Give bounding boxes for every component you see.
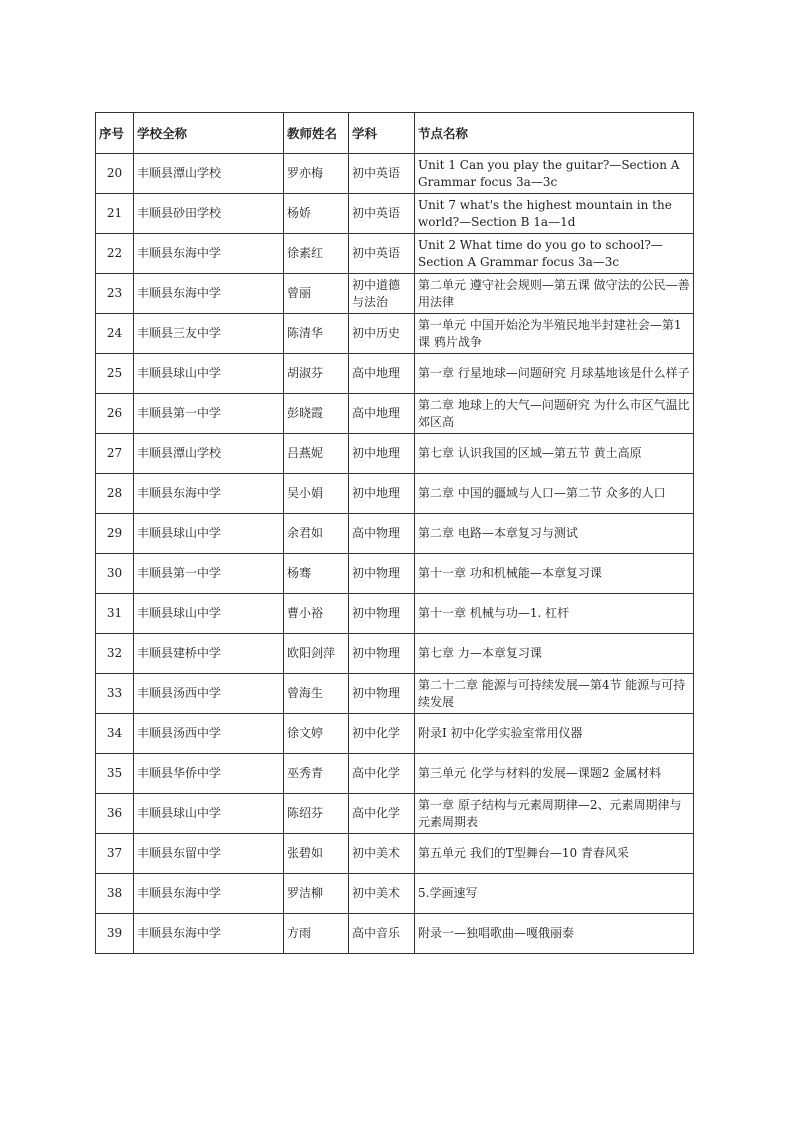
cell-node: 第一章 行星地球—问题研究 月球基地该是什么样子 bbox=[415, 354, 694, 394]
cell-serial: 28 bbox=[96, 474, 134, 514]
cell-teacher: 巫秀青 bbox=[284, 754, 349, 794]
cell-subject: 初中历史 bbox=[349, 314, 415, 354]
cell-node: 第三单元 化学与材料的发展—课题2 金属材料 bbox=[415, 754, 694, 794]
cell-serial: 36 bbox=[96, 794, 134, 834]
cell-subject: 初中物理 bbox=[349, 674, 415, 714]
table-row bbox=[96, 714, 694, 754]
cell-school: 丰顺县三友中学 bbox=[134, 314, 284, 354]
cell-serial: 31 bbox=[96, 594, 134, 634]
cell-subject: 初中物理 bbox=[349, 594, 415, 634]
cell-subject: 初中地理 bbox=[349, 434, 415, 474]
table-row bbox=[96, 434, 694, 474]
table-row bbox=[96, 474, 694, 514]
cell-school: 丰顺县潭山学校 bbox=[134, 154, 284, 194]
cell-node: 第七章 力—本章复习课 bbox=[415, 634, 694, 674]
table-row bbox=[96, 594, 694, 634]
cell-subject: 初中地理 bbox=[349, 474, 415, 514]
header-node: 节点名称 bbox=[415, 113, 694, 154]
cell-school: 丰顺县球山中学 bbox=[134, 514, 284, 554]
cell-node: Unit 1 Can you play the guitar?—Section A Grammar focus 3a—3c bbox=[415, 154, 694, 194]
cell-node: Unit 7 what's the highest mountain in the world?—Section B 1a—1d bbox=[415, 194, 694, 234]
cell-serial: 26 bbox=[96, 394, 134, 434]
cell-serial: 33 bbox=[96, 674, 134, 714]
cell-teacher: 杨骞 bbox=[284, 554, 349, 594]
cell-teacher: 彭晓霞 bbox=[284, 394, 349, 434]
cell-subject: 初中道德与法治 bbox=[349, 274, 415, 314]
cell-serial: 37 bbox=[96, 834, 134, 874]
header-teacher: 教师姓名 bbox=[284, 113, 349, 154]
cell-serial: 39 bbox=[96, 914, 134, 954]
table-row bbox=[96, 674, 694, 714]
cell-subject: 初中美术 bbox=[349, 834, 415, 874]
table-row bbox=[96, 394, 694, 434]
cell-node: 第五单元 我们的T型舞台—10 青春风采 bbox=[415, 834, 694, 874]
cell-serial: 24 bbox=[96, 314, 134, 354]
cell-teacher: 吕燕妮 bbox=[284, 434, 349, 474]
cell-school: 丰顺县东留中学 bbox=[134, 834, 284, 874]
cell-school: 丰顺县球山中学 bbox=[134, 594, 284, 634]
cell-school: 丰顺县华侨中学 bbox=[134, 754, 284, 794]
cell-serial: 23 bbox=[96, 274, 134, 314]
cell-subject: 初中美术 bbox=[349, 874, 415, 914]
cell-teacher: 罗洁柳 bbox=[284, 874, 349, 914]
cell-teacher: 曾海生 bbox=[284, 674, 349, 714]
cell-node: 第二十二章 能源与可持续发展—第4节 能源与可持续发展 bbox=[415, 674, 694, 714]
cell-teacher: 曹小裕 bbox=[284, 594, 349, 634]
cell-school: 丰顺县建桥中学 bbox=[134, 634, 284, 674]
cell-teacher: 罗亦梅 bbox=[284, 154, 349, 194]
cell-school: 丰顺县球山中学 bbox=[134, 794, 284, 834]
cell-teacher: 陈清华 bbox=[284, 314, 349, 354]
cell-school: 丰顺县潭山学校 bbox=[134, 434, 284, 474]
cell-teacher: 徐文婷 bbox=[284, 714, 349, 754]
cell-school: 丰顺县第一中学 bbox=[134, 554, 284, 594]
cell-subject: 初中英语 bbox=[349, 234, 415, 274]
cell-school: 丰顺县砂田学校 bbox=[134, 194, 284, 234]
header-serial: 序号 bbox=[96, 113, 134, 154]
cell-teacher: 欧阳剑萍 bbox=[284, 634, 349, 674]
cell-subject: 高中化学 bbox=[349, 754, 415, 794]
table-row bbox=[96, 354, 694, 394]
cell-node: 第二单元 遵守社会规则—第五课 做守法的公民—善用法律 bbox=[415, 274, 694, 314]
cell-teacher: 曾丽 bbox=[284, 274, 349, 314]
cell-school: 丰顺县汤西中学 bbox=[134, 674, 284, 714]
cell-school: 丰顺县汤西中学 bbox=[134, 714, 284, 754]
cell-teacher: 杨娇 bbox=[284, 194, 349, 234]
cell-serial: 21 bbox=[96, 194, 134, 234]
cell-node: 第七章 认识我国的区域—第五节 黄土高原 bbox=[415, 434, 694, 474]
cell-subject: 初中物理 bbox=[349, 554, 415, 594]
cell-teacher: 余君如 bbox=[284, 514, 349, 554]
cell-school: 丰顺县东海中学 bbox=[134, 874, 284, 914]
cell-subject: 高中地理 bbox=[349, 394, 415, 434]
cell-node: 第十一章 功和机械能—本章复习课 bbox=[415, 554, 694, 594]
cell-school: 丰顺县东海中学 bbox=[134, 234, 284, 274]
cell-serial: 30 bbox=[96, 554, 134, 594]
table-row bbox=[96, 634, 694, 674]
table-row bbox=[96, 234, 694, 274]
cell-node: 第二章 地球上的大气—问题研究 为什么市区气温比郊区高 bbox=[415, 394, 694, 434]
table-row bbox=[96, 914, 694, 954]
cell-node: 附录一—独唱歌曲—嘎俄丽泰 bbox=[415, 914, 694, 954]
table-row bbox=[96, 274, 694, 314]
cell-school: 丰顺县东海中学 bbox=[134, 274, 284, 314]
table-row bbox=[96, 194, 694, 234]
cell-serial: 27 bbox=[96, 434, 134, 474]
cell-serial: 38 bbox=[96, 874, 134, 914]
cell-node: Unit 2 What time do you go to school?—Section A Grammar focus 3a—3c bbox=[415, 234, 694, 274]
nodes-table bbox=[95, 112, 694, 954]
cell-serial: 35 bbox=[96, 754, 134, 794]
cell-subject: 高中地理 bbox=[349, 354, 415, 394]
cell-node: 第二章 中国的疆域与人口—第二节 众多的人口 bbox=[415, 474, 694, 514]
table-body bbox=[96, 154, 694, 954]
cell-teacher: 陈绍芬 bbox=[284, 794, 349, 834]
table-row bbox=[96, 314, 694, 354]
table-header-row bbox=[96, 113, 694, 154]
cell-subject: 初中英语 bbox=[349, 194, 415, 234]
cell-teacher: 张碧如 bbox=[284, 834, 349, 874]
cell-serial: 25 bbox=[96, 354, 134, 394]
cell-serial: 34 bbox=[96, 714, 134, 754]
cell-teacher: 徐素红 bbox=[284, 234, 349, 274]
cell-school: 丰顺县第一中学 bbox=[134, 394, 284, 434]
cell-serial: 20 bbox=[96, 154, 134, 194]
table-row bbox=[96, 834, 694, 874]
cell-node: 第一单元 中国开始沦为半殖民地半封建社会—第1课 鸦片战争 bbox=[415, 314, 694, 354]
cell-teacher: 胡淑芬 bbox=[284, 354, 349, 394]
cell-node: 第十一章 机械与功—1. 杠杆 bbox=[415, 594, 694, 634]
cell-subject: 初中物理 bbox=[349, 634, 415, 674]
header-school: 学校全称 bbox=[134, 113, 284, 154]
cell-teacher: 方雨 bbox=[284, 914, 349, 954]
cell-node: 附录Ⅰ 初中化学实验室常用仪器 bbox=[415, 714, 694, 754]
cell-serial: 29 bbox=[96, 514, 134, 554]
cell-node: 5.学画速写 bbox=[415, 874, 694, 914]
cell-school: 丰顺县东海中学 bbox=[134, 914, 284, 954]
table-row bbox=[96, 514, 694, 554]
table-row bbox=[96, 794, 694, 834]
cell-node: 第一章 原子结构与元素周期律—2、元素周期律与元素周期表 bbox=[415, 794, 694, 834]
cell-school: 丰顺县东海中学 bbox=[134, 474, 284, 514]
header-subject: 学科 bbox=[349, 113, 415, 154]
cell-subject: 初中英语 bbox=[349, 154, 415, 194]
cell-node: 第二章 电路—本章复习与测试 bbox=[415, 514, 694, 554]
cell-serial: 22 bbox=[96, 234, 134, 274]
cell-teacher: 吴小娟 bbox=[284, 474, 349, 514]
cell-subject: 高中音乐 bbox=[349, 914, 415, 954]
cell-school: 丰顺县球山中学 bbox=[134, 354, 284, 394]
cell-serial: 32 bbox=[96, 634, 134, 674]
table-row bbox=[96, 554, 694, 594]
table-row bbox=[96, 874, 694, 914]
cell-subject: 初中化学 bbox=[349, 714, 415, 754]
cell-subject: 高中物理 bbox=[349, 514, 415, 554]
cell-subject: 高中化学 bbox=[349, 794, 415, 834]
table-row bbox=[96, 154, 694, 194]
table-row bbox=[96, 754, 694, 794]
